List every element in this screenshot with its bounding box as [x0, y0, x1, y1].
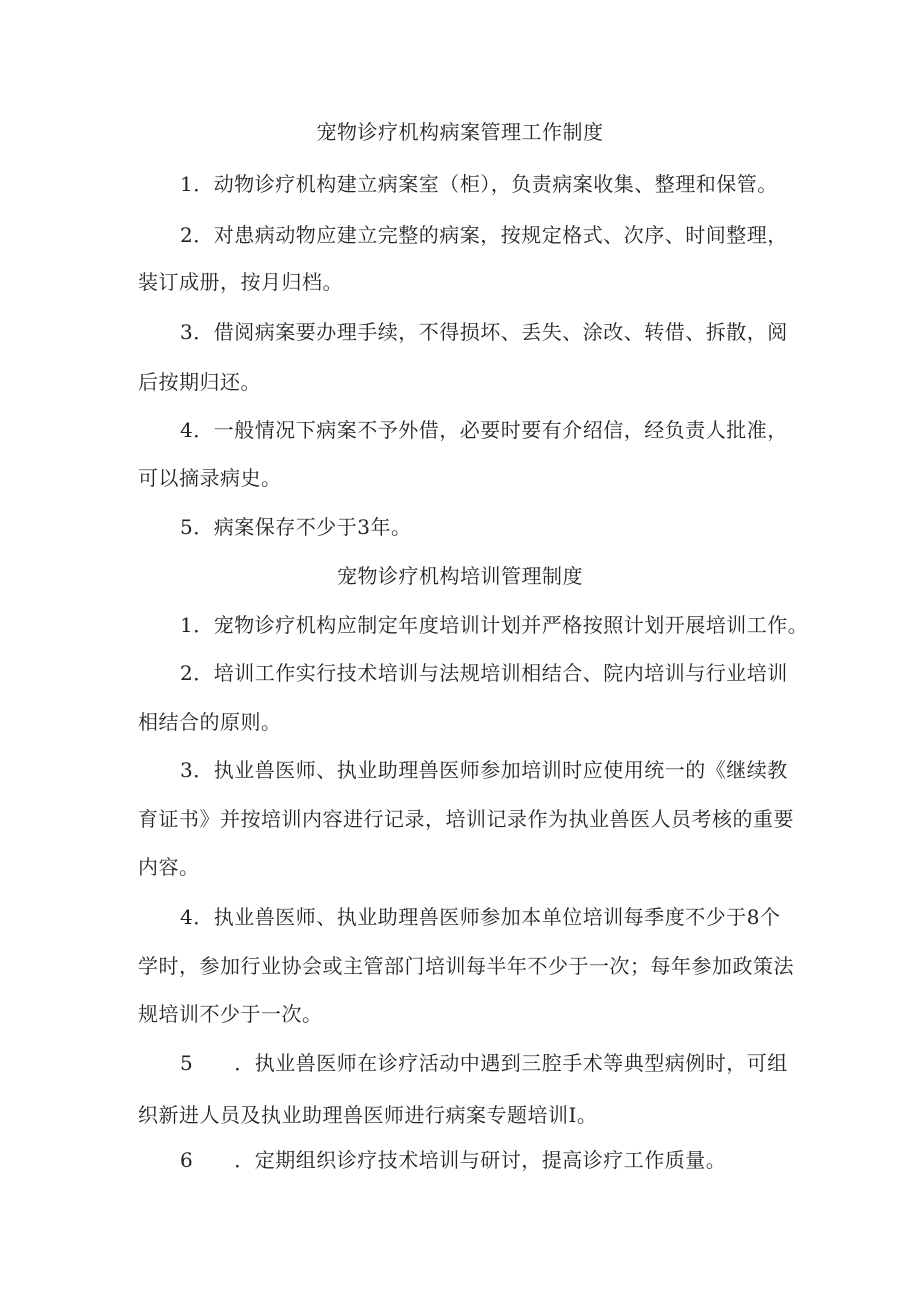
paragraph-line: 3．执业兽医师、执业助理兽医师参加培训时应使用统一的《继续教: [180, 758, 788, 782]
paragraph-line: 规培训不少于一次。: [138, 1002, 323, 1026]
paragraph-line: 可以摘录病史。: [138, 466, 282, 490]
paragraph-line: 4．一般情况下病案不予外借，必要时要有介绍信，经负责人批准，: [180, 418, 788, 442]
paragraph-line: 学时，参加行业协会或主管部门培训每半年不少于一次；每年参加政策法: [138, 954, 794, 978]
paragraph-line: 相结合的原则。: [138, 710, 282, 734]
paragraph-line: 6 ．定期组织诊疗技术培训与研讨，提高诊疗工作质量。: [180, 1148, 727, 1172]
section-title-medical-records: 宠物诊疗机构病案管理工作制度: [316, 120, 604, 144]
paragraph-line: 5 ．执业兽医师在诊疗活动中遇到三腔手术等典型病例时，可组: [180, 1051, 788, 1075]
paragraph-line: 2．对患病动物应建立完整的病案，按规定格式、次序、时间整理，: [180, 223, 788, 247]
paragraph-line: 1．动物诊疗机构建立病案室（柜），负责病案收集、整理和保管。: [180, 172, 778, 196]
paragraph-line: 育证书》并按培训内容进行记录，培训记录作为执业兽医人员考核的重要: [138, 807, 794, 831]
paragraph-line: 2．培训工作实行技术培训与法规培训相结合、院内培训与行业培训: [180, 661, 788, 685]
section-title-training: 宠物诊疗机构培训管理制度: [337, 564, 583, 588]
paragraph-line: 织新进人员及执业助理兽医师进行病案专题培训I。: [138, 1103, 598, 1127]
paragraph-line: 1．宠物诊疗机构应制定年度培训计划并严格按照计划开展培训工作。: [180, 613, 809, 637]
paragraph-line: 内容。: [138, 855, 200, 879]
paragraph-line: 装订成册，按月归档。: [138, 270, 343, 294]
paragraph-line: 3．借阅病案要办理手续，不得损坏、丢失、涂改、转借、拆散，阅: [180, 320, 788, 344]
paragraph-line: 4．执业兽医师、执业助理兽医师参加本单位培训每季度不少于8个: [180, 905, 781, 929]
paragraph-line: 5．病案保存不少于3年。: [180, 515, 412, 539]
paragraph-line: 后按期归还。: [138, 370, 261, 394]
